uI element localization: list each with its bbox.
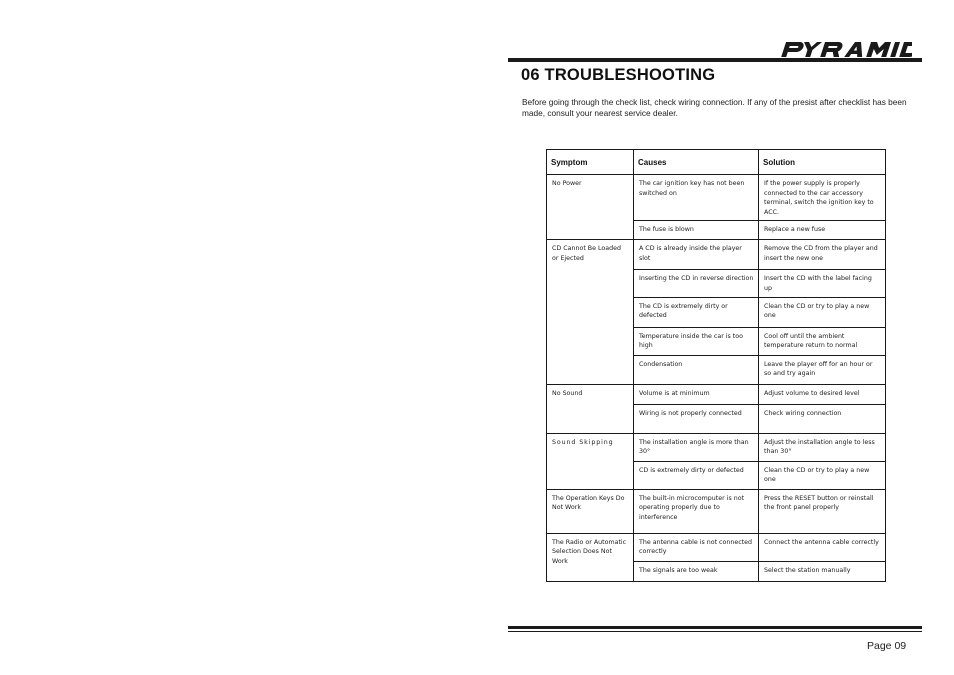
cause-cell: Temperature inside the car is too high <box>634 327 759 355</box>
table-row <box>547 533 886 561</box>
symptom-cell: No Power <box>547 175 634 240</box>
solution-cell: If the power supply is properly connected to the car accessory terminal, switch the ignition key to ACC. <box>759 175 886 221</box>
symptom-cell: CD Cannot Be Loaded or Ejected <box>547 240 634 384</box>
cause-cell: Condensation <box>634 355 759 384</box>
cause-cell: The signals are too weak <box>634 561 759 581</box>
pyramid-logo <box>780 36 912 60</box>
cause-cell: The built-in microcomputer is not operating properly due to interference <box>634 489 759 533</box>
header-solution: Solution <box>759 150 886 175</box>
cause-cell: Volume is at minimum <box>634 384 759 404</box>
symptom-cell: No Sound <box>547 384 634 433</box>
page-number: Page 09 <box>867 640 907 652</box>
solution-cell: Replace a new fuse <box>759 221 886 240</box>
cause-cell: Wiring is not properly connected <box>634 404 759 433</box>
solution-cell: Remove the CD from the player and insert the new one <box>759 240 886 270</box>
solution-cell: Adjust volume to desired level <box>759 384 886 404</box>
intro-text: Before going through the check list, check wiring connection. If any of the presist after checklist has been made, consult your nearest service dealer. <box>522 97 907 118</box>
symptom-cell: The Radio or Automatic Selection Does Not Work <box>547 533 634 581</box>
bottom-rule-thin <box>508 631 922 632</box>
table-row <box>547 489 886 533</box>
header-causes: Causes <box>634 150 759 175</box>
table-row <box>547 175 886 221</box>
cause-cell: CD is extremely dirty or defected <box>634 461 759 489</box>
cause-cell: The installation angle is more than 30° <box>634 433 759 461</box>
table-row <box>547 384 886 404</box>
solution-cell: Leave the player off for an hour or so and try again <box>759 355 886 384</box>
solution-cell: Check wiring connection <box>759 404 886 433</box>
table-row <box>547 240 886 270</box>
cause-cell: A CD is already inside the player slot <box>634 240 759 270</box>
cause-cell: The car ignition key has not been switched on <box>634 175 759 221</box>
cause-cell: The fuse is blown <box>634 221 759 240</box>
solution-cell: Insert the CD with the label facing up <box>759 270 886 297</box>
header-symptom: Symptom <box>547 150 634 175</box>
solution-cell: Adjust the installation angle to less than 30° <box>759 433 886 461</box>
cause-cell: The CD is extremely dirty or defected <box>634 297 759 327</box>
table-header-row <box>547 150 886 175</box>
solution-cell: Select the station manually <box>759 561 886 581</box>
solution-cell: Connect the antenna cable correctly <box>759 533 886 561</box>
symptom-cell: The Operation Keys Do Not Work <box>547 489 634 533</box>
bottom-rule <box>508 626 922 629</box>
page-title: 06 TROUBLESHOOTING <box>521 66 716 84</box>
solution-cell: Cool off until the ambient temperature return to normal <box>759 327 886 355</box>
solution-cell: Clean the CD or try to play a new one <box>759 297 886 327</box>
troubleshooting-table <box>546 149 886 582</box>
solution-cell: Clean the CD or try to play a new one <box>759 461 886 489</box>
solution-cell: Press the RESET button or reinstall the front panel properly <box>759 489 886 533</box>
symptom-cell: Sound Skipping <box>547 433 634 489</box>
table-row <box>547 433 886 461</box>
top-rule <box>508 58 922 62</box>
cause-cell: Inserting the CD in reverse direction <box>634 270 759 297</box>
cause-cell: The antenna cable is not connected correctly <box>634 533 759 561</box>
